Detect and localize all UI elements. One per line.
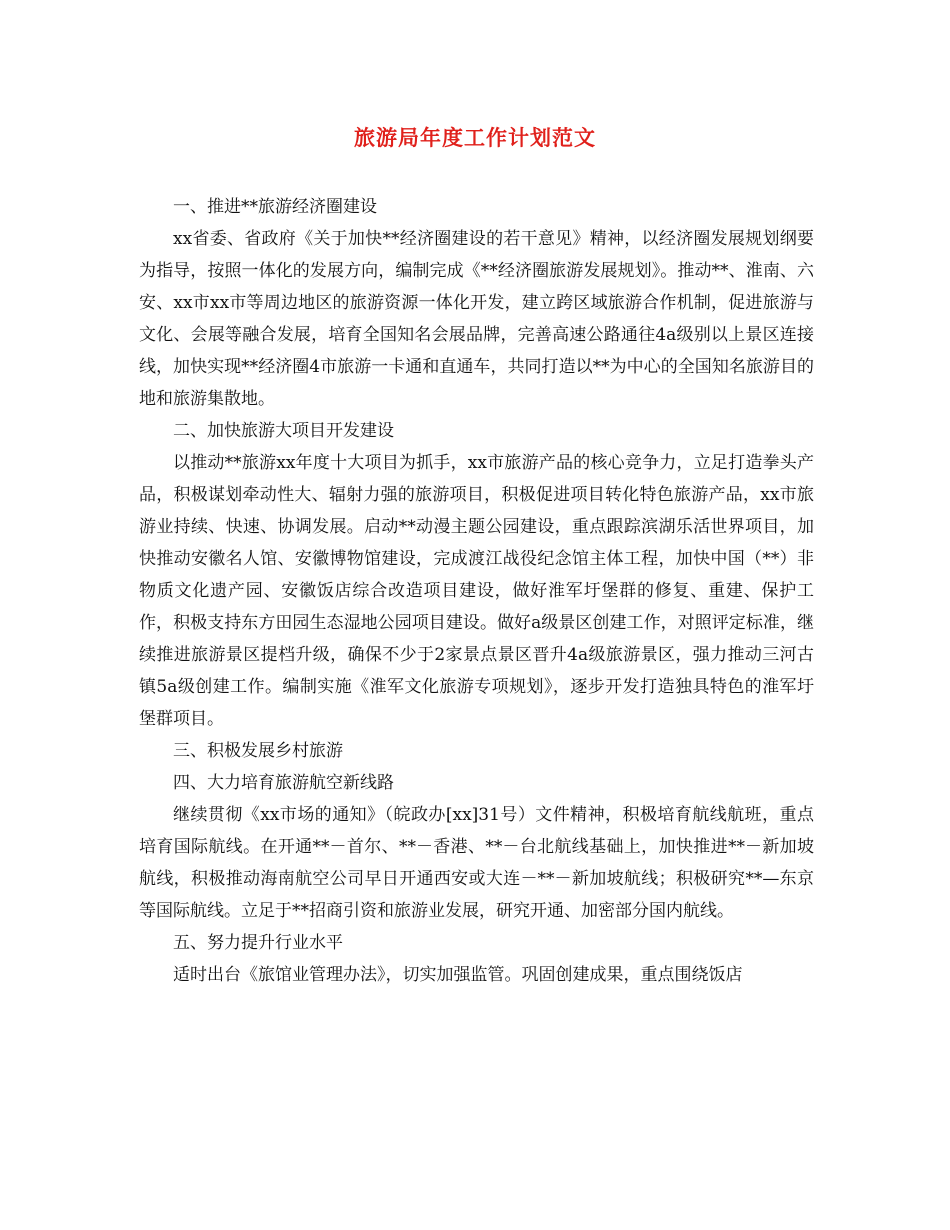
section-heading-1: 一、推进**旅游经济圈建设 [173,197,377,217]
section-heading-4: 四、大力培育旅游航空新线路 [173,773,394,793]
paragraph-4: 继续贯彻《xx市场的通知》（皖政办[xx]31号）文件精神，积极培育航线航班，重点培育国际航线。在开通**－首尔、**－香港、**－台北航线基础上，加快推进**－新加坡航线，积极推动海南航空公司早日开通西安或大连－**－新加坡航线；积极研究**—东京等国际航线。立足于**招商引资和旅游业发展，研究开通、加密部分国内航线。 [139,805,814,921]
section-heading-2: 二、加快旅游大项目开发建设 [173,421,394,441]
document-body [139,191,814,991]
paragraph-2: 以推动**旅游xx年度十大项目为抓手，xx市旅游产品的核心竞争力，立足打造拳头产品，积极谋划牵动性大、辐射力强的旅游项目，积极促进项目转化特色旅游产品，xx市旅游业持续、快速、协调发展。启动**动漫主题公园建设，重点跟踪滨湖乐活世界项目，加快推动安徽名人馆、安徽博物馆建设，完成渡江战役纪念馆主体工程，加快中国（**）非物质文化遗产园、安徽饭店综合改造项目建设，做好淮军圩堡群的修复、重建、保护工作，积极支持东方田园生态湿地公园项目建设。做好a级景区创建工作，对照评定标准，继续推进旅游景区提档升级，确保不少于2家景点景区晋升4a级旅游景区，强力推动三河古镇5a级创建工作。编制实施《淮军文化旅游专项规划》，逐步开发打造独具特色的淮军圩堡群项目。 [139,453,814,729]
document-title: 旅游局年度工作计划范文 [354,126,596,150]
paragraph-1: xx省委、省政府《关于加快**经济圈建设的若干意见》精神，以经济圈发展规划纲要为指导，按照一体化的发展方向，编制完成《**经济圈旅游发展规划》。推动**、淮南、六安、xx市xx市等周边地区的旅游资源一体化开发，建立跨区域旅游合作机制，促进旅游与文化、会展等融合发展，培育全国知名会展品牌，完善高速公路通往4a级别以上景区连接线，加快实现**经济圈4市旅游一卡通和直通车，共同打造以**为中心的全国知名旅游目的地和旅游集散地。 [139,229,814,409]
paragraph-5: 适时出台《旅馆业管理办法》，切实加强监管。巩固创建成果，重点围绕饭店 [173,965,743,985]
section-heading-3: 三、积极发展乡村旅游 [173,741,343,761]
section-heading-5: 五、努力提升行业水平 [173,933,343,953]
